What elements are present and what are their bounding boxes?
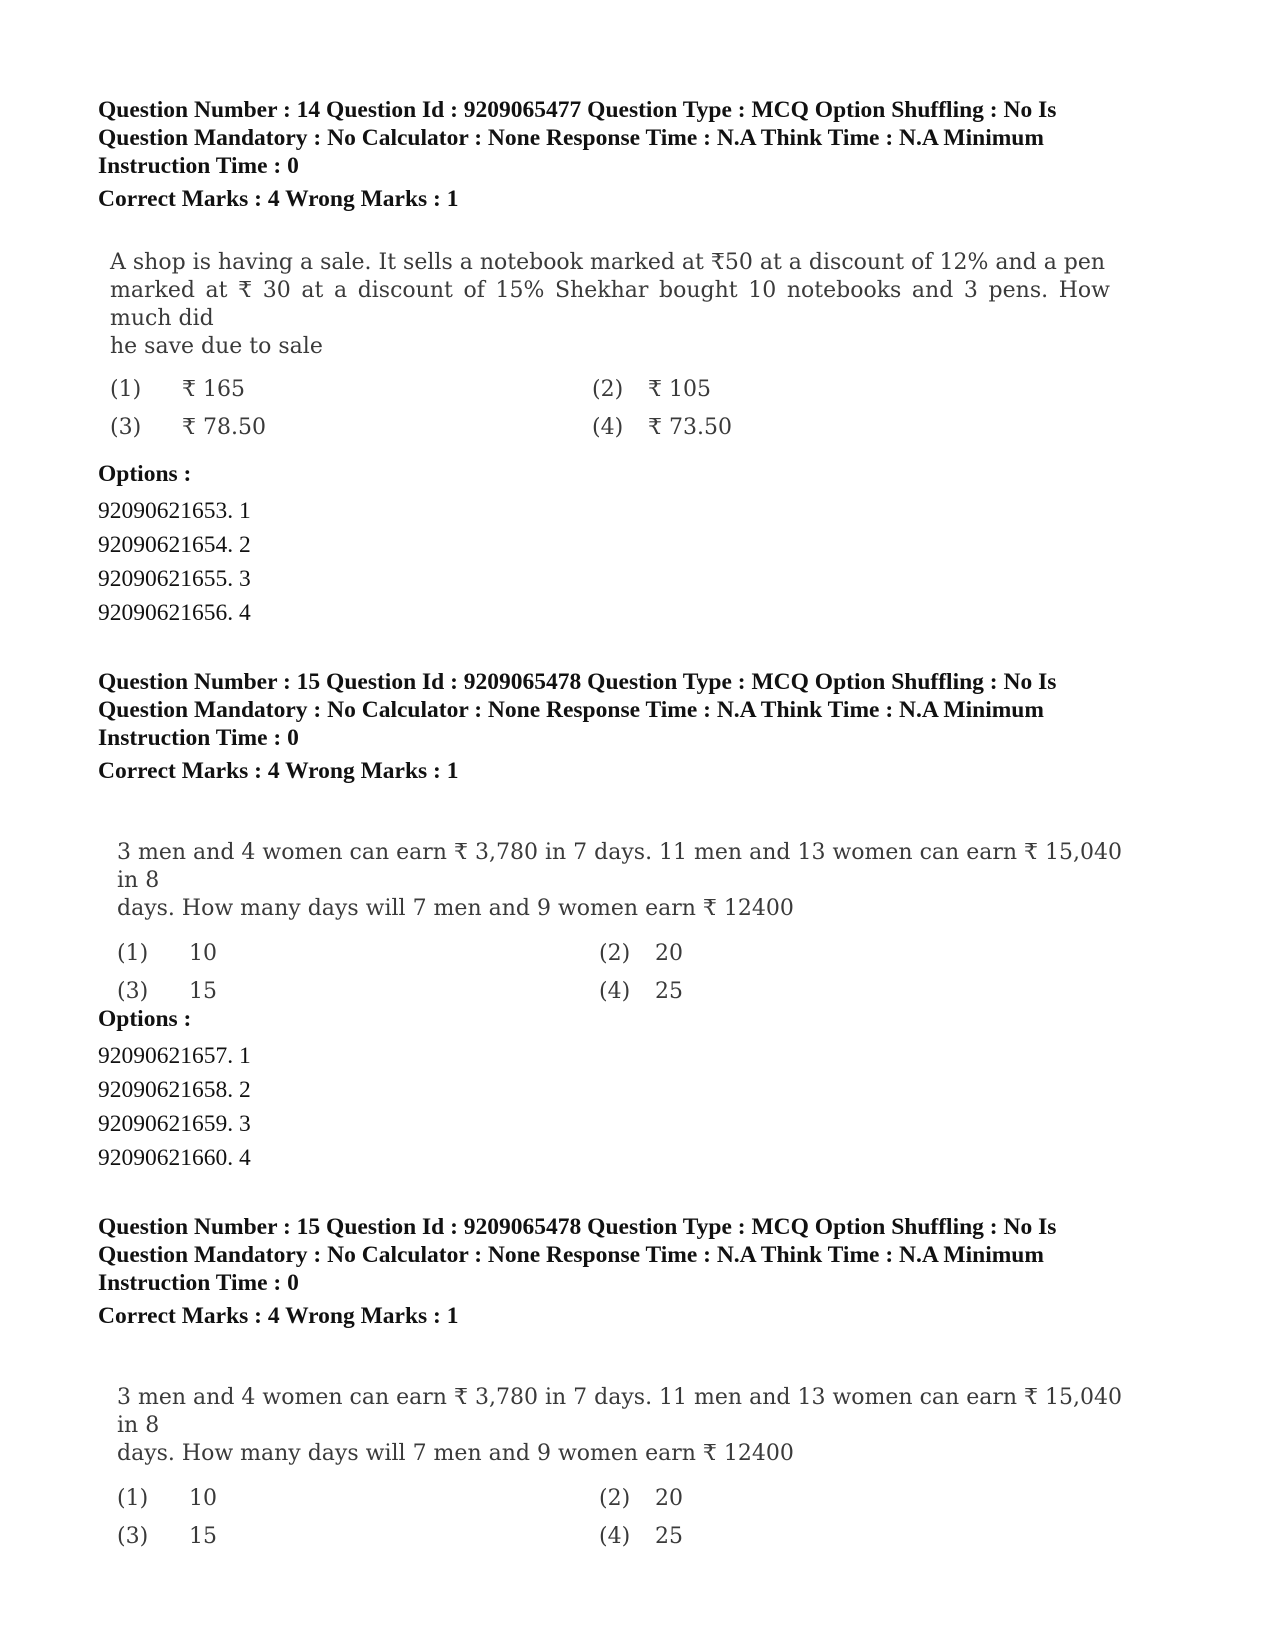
choice-number: (3) [110,415,142,440]
option-item: 92090621660. 4 [98,1145,251,1171]
marks-line: Correct Marks : 4 Wrong Marks : 1 [98,1303,459,1329]
answer-choice-4 [599,1524,683,1549]
options-list-15 [98,1005,1158,1175]
choice-value: ₹ 73.50 [648,415,732,440]
choice-number: (2) [599,1486,631,1511]
choice-value: 15 [189,979,217,1004]
answer-choices [117,1486,1122,1566]
question-body-14 [110,249,1110,457]
option-item: 92090621656. 4 [98,600,251,626]
question-meta-line: Question Number : 15 Question Id : 9209065478 Question Type : MCQ Option Shuffling : No Is [98,669,1057,695]
answer-choice-2 [599,1486,683,1511]
answer-choice-2 [599,941,683,966]
option-item: 92090621658. 2 [98,1077,251,1103]
choice-number: (4) [599,1524,631,1549]
choice-value: ₹ 78.50 [182,415,266,440]
option-item: 92090621655. 3 [98,566,251,592]
question-text-line: he save due to sale [110,334,323,359]
answer-choice-4 [592,415,732,440]
marks-line: Correct Marks : 4 Wrong Marks : 1 [98,186,459,212]
question-body-15 [117,839,1122,1021]
answer-choice-3 [117,1524,217,1549]
question-text-line: A shop is having a sale. It sells a notebook marked at ₹50 at a discount of 12% and a pen [110,250,1106,275]
options-label: Options : [98,1006,192,1032]
question-text-line: marked at ₹ 30 at a discount of 15% Shekhar bought 10 notebooks and 3 pens. How much did [110,278,1110,331]
option-item: 92090621653. 1 [98,498,251,524]
choice-number: (2) [592,377,624,402]
question-meta-line: Question Mandatory : No Calculator : None Response Time : N.A Think Time : N.A Minimum [98,697,1044,723]
choice-number: (1) [117,1486,149,1511]
question-text-line: days. How many days will 7 men and 9 women earn ₹ 12400 [117,1441,794,1466]
question-meta-line: Instruction Time : 0 [98,725,299,751]
choice-number: (4) [599,979,631,1004]
choice-value: 10 [189,941,217,966]
question-text-line: 3 men and 4 women can earn ₹ 3,780 in 7 days. 11 men and 13 women can earn ₹ 15,040 in 8 [117,1385,1122,1438]
answer-choice-3 [117,979,217,1004]
question-meta-line: Question Mandatory : No Calculator : None Response Time : N.A Think Time : N.A Minimum [98,1242,1044,1268]
question-meta-line: Question Number : 14 Question Id : 9209065477 Question Type : MCQ Option Shuffling : No Is [98,97,1057,123]
answer-choices [110,377,1110,457]
answer-choice-1 [110,377,245,402]
choice-number: (3) [117,979,149,1004]
question-meta-line: Instruction Time : 0 [98,1270,299,1296]
options-label: Options : [98,461,192,487]
question-text-line: days. How many days will 7 men and 9 women earn ₹ 12400 [117,896,794,921]
answer-choice-4 [599,979,683,1004]
question-header-15-repeat [98,1213,1158,1330]
choice-value: 15 [189,1524,217,1549]
question-meta-line: Question Number : 15 Question Id : 9209065478 Question Type : MCQ Option Shuffling : No Is [98,1214,1057,1240]
question-text-line: 3 men and 4 women can earn ₹ 3,780 in 7 days. 11 men and 13 women can earn ₹ 15,040 in 8 [117,840,1122,893]
choice-value: ₹ 165 [182,377,245,402]
question-meta-line: Instruction Time : 0 [98,153,299,179]
question-meta-line: Question Mandatory : No Calculator : None Response Time : N.A Think Time : N.A Minimum [98,125,1044,151]
question-body-15-repeat [117,1384,1122,1566]
options-list-14 [98,460,1158,630]
choice-value: ₹ 105 [648,377,711,402]
choice-number: (4) [592,415,624,440]
answer-choice-3 [110,415,266,440]
option-item: 92090621657. 1 [98,1043,251,1069]
choice-value: 25 [655,979,683,1004]
choice-value: 20 [655,941,683,966]
question-header-14 [98,96,1158,213]
answer-choice-2 [592,377,711,402]
choice-number: (1) [110,377,142,402]
option-item: 92090621654. 2 [98,532,251,558]
choice-value: 10 [189,1486,217,1511]
answer-choice-1 [117,941,217,966]
answer-choice-1 [117,1486,217,1511]
choice-number: (2) [599,941,631,966]
question-header-15 [98,668,1158,785]
marks-line: Correct Marks : 4 Wrong Marks : 1 [98,758,459,784]
choice-number: (1) [117,941,149,966]
choice-value: 25 [655,1524,683,1549]
choice-value: 20 [655,1486,683,1511]
option-item: 92090621659. 3 [98,1111,251,1137]
choice-number: (3) [117,1524,149,1549]
